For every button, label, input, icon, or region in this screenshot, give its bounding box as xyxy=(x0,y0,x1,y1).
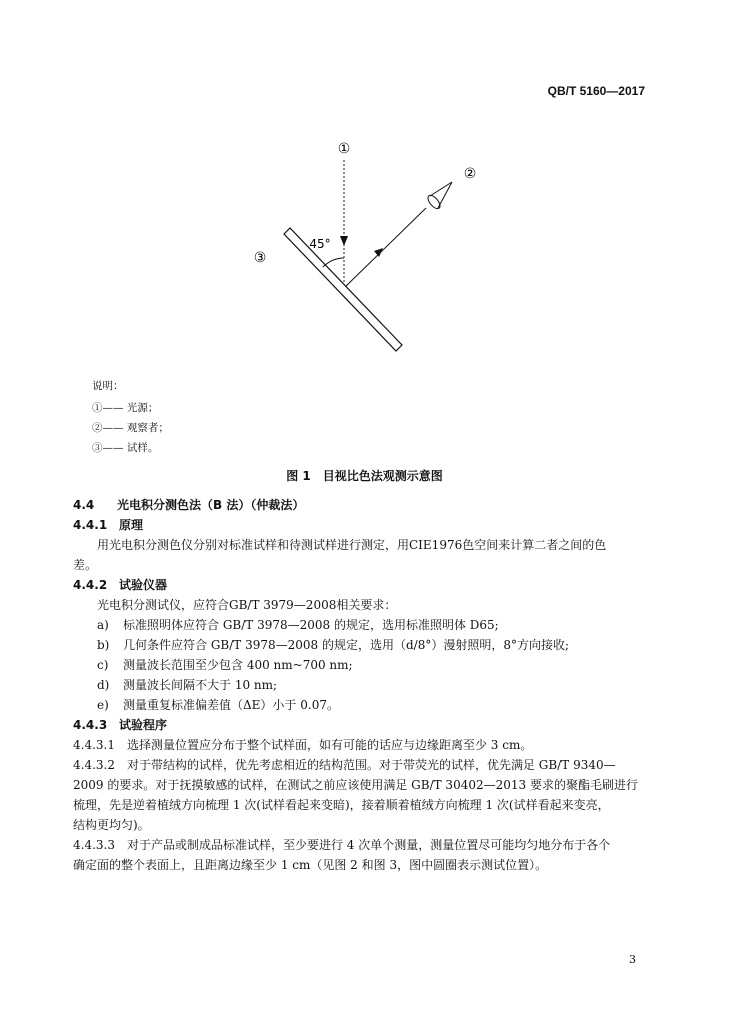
sample-plate xyxy=(284,228,402,351)
section-heading-4-4: 4.4 光电积分测色法（B 法）（仲裁法） xyxy=(73,498,305,512)
procedure-4-4-3-3-line: 4.4.3.3 对于产品或制成品标准试样，至少要进行 4 次单个测量，测量位置尽可能均匀地分布于各个 xyxy=(73,838,611,852)
procedure-4-4-3-3-line: 确定面的整个表面上，且距离边缘至少 1 cm（见图 2 和图 3，图中圆圈表示测试位置）。 xyxy=(73,858,548,872)
viewing-line xyxy=(344,208,426,288)
procedure-4-4-3-2-line: 4.4.3.2 对于带结构的试样，优先考虑相近的结构范围。对于带荧光的试样，优先满足 GB/T 9340— xyxy=(73,758,616,772)
instrument-item-d: d) 测量波长间隔不大于 10 nm; xyxy=(97,678,278,692)
procedure-4-4-3-1: 4.4.3.1 选择测量位置应分布于整个试样面，如有可能的话应与边缘距离至少 3 cm。 xyxy=(73,738,533,752)
principle-text-line: 用光电积分测色仪分别对标准试样和待测试样进行测定，用CIE1976色空间来计算二者之间的色 xyxy=(97,538,607,552)
section-heading-4-4-1: 4.4.1 原理 xyxy=(73,518,144,532)
instrument-item-b: b) 几何条件应符合 GB/T 3978—2008 的规定，选用（d/8°）漫射照明，8°方向接收; xyxy=(97,638,570,652)
procedure-4-4-3-2-line: 结构更均匀)。 xyxy=(73,818,150,832)
visual-comparison-diagram xyxy=(240,130,500,370)
viewing-arrowhead xyxy=(374,248,383,257)
legend-title: 说明： xyxy=(92,380,124,392)
angle-label: 45° xyxy=(309,237,331,251)
section-heading-4-4-2: 4.4.2 试验仪器 xyxy=(73,578,168,592)
legend-item: ①—— 光源； xyxy=(92,402,159,414)
instrument-item-e: e) 测量重复标准偏差值（ΔE）小于 0.07。 xyxy=(97,698,339,712)
instrument-item-c: c) 测量波长范围至少包含 400 nm~700 nm; xyxy=(97,658,353,672)
sample-marker: ③ xyxy=(253,250,267,266)
section-heading-4-4-3: 4.4.3 试验程序 xyxy=(73,718,168,732)
procedure-4-4-3-2-line: 2009 的要求。对于抚摸敏感的试样，在测试之前应该使用满足 GB/T 30402—2013 要求的聚酯毛刷进行 xyxy=(73,778,638,792)
instrument-intro: 光电积分测试仪，应符合GB/T 3979—2008相关要求： xyxy=(97,598,397,612)
procedure-4-4-3-2-line: 梳理，先是逆着植绒方向梳理 1 次(试样看起来变暗)，接着顺着植绒方向梳理 1 次(试样看起来变亮， xyxy=(73,798,610,812)
page-number: 3 xyxy=(629,953,636,966)
principle-text-line: 差。 xyxy=(73,558,98,572)
figure-caption: 图 1 目视比色法观测示意图 xyxy=(286,469,443,483)
instrument-item-a: a) 标准照明体应符合 GB/T 3978—2008 的规定，选用标准照明体 D65; xyxy=(97,618,499,632)
observer-eye-icon xyxy=(426,182,452,211)
legend-item: ②—— 观察者； xyxy=(92,422,169,434)
light-source-marker: ① xyxy=(337,141,351,157)
standard-number: QB/T 5160—2017 xyxy=(547,84,645,98)
legend-item: ③—— 试样。 xyxy=(92,442,159,454)
observer-marker: ② xyxy=(463,166,477,182)
light-ray-arrowhead xyxy=(340,236,348,246)
